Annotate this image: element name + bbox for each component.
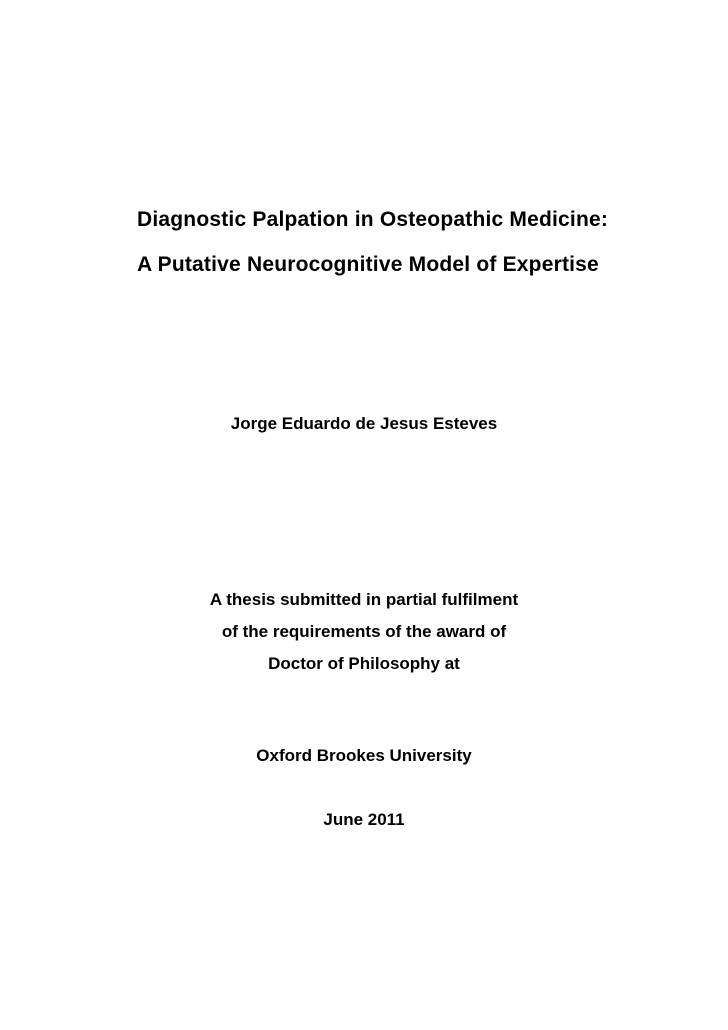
submission-date: June 2011 xyxy=(323,810,405,829)
statement-line-2: of the requirements of the award of xyxy=(221,622,507,641)
author-name: Jorge Eduardo de Jesus Esteves xyxy=(230,414,498,433)
thesis-title-line-1: Diagnostic Palpation in Osteopathic Medicine: xyxy=(137,208,609,231)
institution-name: Oxford Brookes University xyxy=(256,746,472,765)
statement-line-1: A thesis submitted in partial fulfilment xyxy=(209,590,519,609)
thesis-title-line-2: A Putative Neurocognitive Model of Expertise xyxy=(137,253,599,276)
statement-line-3: Doctor of Philosophy at xyxy=(268,654,460,673)
